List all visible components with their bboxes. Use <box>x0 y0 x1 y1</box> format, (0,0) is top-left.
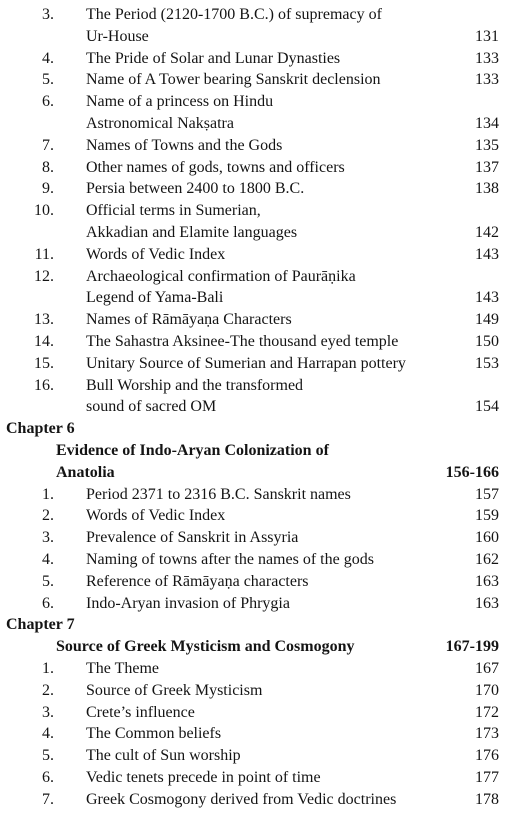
toc-entry-line <box>0 723 510 745</box>
toc-entry-line <box>0 745 510 767</box>
chapter6-entries <box>0 484 510 615</box>
toc-entry-page: 163 <box>475 572 499 590</box>
toc-entry-title: Name of A Tower bearing Sanskrit declension <box>86 71 381 89</box>
toc-entry-page: 176 <box>475 747 499 765</box>
toc-entry-page: 160 <box>475 529 499 547</box>
toc-entry-page: 149 <box>475 311 499 329</box>
toc-entry-title: Archaeological confirmation of Paurāṇika <box>86 267 356 285</box>
toc-entry-line <box>0 135 510 157</box>
toc-entry-page: 131 <box>475 27 499 45</box>
toc-entry-title: Words of Vedic Index <box>86 507 226 525</box>
toc-entry-number: 5. <box>42 71 54 89</box>
toc-entry-number: 7. <box>42 136 54 154</box>
toc-entry-line <box>0 113 510 135</box>
toc-entry-title: Indo-Aryan invasion of Phrygia <box>86 594 290 612</box>
toc-entry-title: Reference of Rāmāyaṇa characters <box>86 572 309 590</box>
toc-entry-line <box>0 266 510 288</box>
toc-entry-number: 4. <box>42 725 54 743</box>
toc-entry-page: 172 <box>475 703 499 721</box>
toc-entry-title: Crete’s influence <box>86 703 195 721</box>
toc-entry-page: 159 <box>475 507 499 525</box>
toc-entry-title: Akkadian and Elamite languages <box>86 223 298 241</box>
toc-entry-number: 7. <box>42 790 54 808</box>
toc-entry-title: Other names of gods, towns and officers <box>86 158 345 176</box>
toc-entry-line <box>0 375 510 397</box>
toc-entry-page: 150 <box>475 332 499 350</box>
toc-entry-number: 6. <box>42 93 54 111</box>
toc-entry-page: 157 <box>475 485 499 503</box>
toc-entry-line <box>0 680 510 702</box>
toc-entry-title: Period 2371 to 2316 B.C. Sanskrit names <box>86 485 351 503</box>
toc-entry-line <box>0 658 510 680</box>
toc-entry-title: Bull Worship and the transformed <box>86 376 304 394</box>
chapter6-title-line1: Evidence of Indo-Aryan Colonization of <box>56 441 329 459</box>
toc-entry-line <box>0 484 510 506</box>
toc-entry-number: 12. <box>34 267 54 285</box>
toc-entry-title: sound of sacred OM <box>86 398 217 416</box>
toc-entry-title: Greek Cosmogony derived from Vedic doctrines <box>86 790 397 808</box>
toc-entry-page: 173 <box>475 725 499 743</box>
toc-entry-line <box>0 200 510 222</box>
toc-entry-line <box>0 91 510 113</box>
toc-entry-page: 177 <box>475 768 499 786</box>
toc-entry-page: 178 <box>475 790 499 808</box>
toc-entry-title: Vedic tenets precede in point of time <box>86 768 321 786</box>
toc-entry-line <box>0 331 510 353</box>
chapter7-section <box>0 614 510 810</box>
toc-entry-title: Official terms in Sumerian, <box>86 202 261 220</box>
toc-entry-page: 133 <box>475 49 499 67</box>
toc-entry-line <box>0 222 510 244</box>
chapter6-label: Chapter 6 <box>6 420 75 438</box>
toc-entry-page: 153 <box>475 354 499 372</box>
toc-entry-number: 6. <box>42 768 54 786</box>
toc-entry-title: Naming of towns after the names of the gods <box>86 550 374 568</box>
toc-entry-number: 5. <box>42 747 54 765</box>
toc-entry-line <box>0 178 510 200</box>
toc-entry-line <box>0 549 510 571</box>
toc-entry-number: 13. <box>34 311 54 329</box>
chapter6-page-range: 156-166 <box>445 463 499 481</box>
toc-entry-number: 6. <box>42 594 54 612</box>
toc-entry-line <box>0 593 510 615</box>
toc-entry-line <box>0 157 510 179</box>
toc-entry-page: 134 <box>475 114 499 132</box>
toc-entry-number: 14. <box>34 332 54 350</box>
toc-entry-number: 9. <box>42 180 54 198</box>
toc-entry-title: The cult of Sun worship <box>86 747 241 765</box>
chapter6-title-line2: Anatolia <box>56 463 115 481</box>
toc-entry-number: 4. <box>42 550 54 568</box>
toc-entry-line <box>0 571 510 593</box>
toc-entry-number: 15. <box>34 354 54 372</box>
toc-entry-title: The Pride of Solar and Lunar Dynasties <box>86 49 341 67</box>
toc-entry-number: 11. <box>34 245 54 263</box>
toc-entry-number: 16. <box>34 376 54 394</box>
toc-entry-page: 167 <box>475 659 499 677</box>
toc-entry-number: 3. <box>42 6 54 23</box>
toc-entry-line <box>0 309 510 331</box>
toc-entry-line <box>0 4 510 26</box>
toc-entry-line <box>0 527 510 549</box>
toc-entry-number: 2. <box>42 681 54 699</box>
toc-entry-number: 5. <box>42 572 54 590</box>
toc-entry-page: 135 <box>475 136 499 154</box>
toc-entry-line <box>0 287 510 309</box>
toc-entry-page: 133 <box>475 71 499 89</box>
toc-entry-title: Legend of Yama-Bali <box>86 289 224 307</box>
toc-entry-title: The Period (2120-1700 B.C.) of supremacy of <box>86 6 382 23</box>
toc-entry-title: Names of Towns and the Gods <box>86 136 283 154</box>
toc-entry-number: 1. <box>42 485 54 503</box>
toc-entry-page: 170 <box>475 681 499 699</box>
chapter5-entries <box>0 4 510 418</box>
toc-entry-title: Astronomical Nakṣatra <box>86 114 234 132</box>
chapter7-entries <box>0 658 510 811</box>
toc-entry-line <box>0 702 510 724</box>
toc-entry-title: The Sahastra Aksinee-The thousand eyed temple <box>86 332 399 350</box>
toc-entry-title: Names of Rāmāyaṇa Characters <box>86 311 292 329</box>
toc-entry-title: The Theme <box>86 659 160 677</box>
toc-entry-line <box>0 48 510 70</box>
toc-entry-title: Ur-House <box>86 27 149 45</box>
toc-entry-line <box>0 789 510 811</box>
toc-entry-page: 143 <box>475 289 499 307</box>
chapter7-label: Chapter 7 <box>6 616 75 634</box>
toc-entry-page: 162 <box>475 550 499 568</box>
toc-entry-page: 143 <box>475 245 499 263</box>
toc-entry-line <box>0 767 510 789</box>
toc-entry-line <box>0 26 510 48</box>
toc-entry-page: 163 <box>475 594 499 612</box>
toc-entry-title: Source of Greek Mysticism <box>86 681 263 699</box>
toc-entry-page: 154 <box>475 398 499 416</box>
toc-entry-line <box>0 353 510 375</box>
toc-entry-title: Unitary Source of Sumerian and Harrapan pottery <box>86 354 406 372</box>
toc-entry-number: 1. <box>42 659 54 677</box>
toc-entry-number: 10. <box>34 202 54 220</box>
toc-entry-line <box>0 505 510 527</box>
toc-entry-page: 137 <box>475 158 499 176</box>
toc-entry-number: 3. <box>42 529 54 547</box>
toc-entry-title: Words of Vedic Index <box>86 245 226 263</box>
toc-entry-number: 2. <box>42 507 54 525</box>
toc-entry-page: 138 <box>475 180 499 198</box>
toc-entry-number: 3. <box>42 703 54 721</box>
toc-entry-title: Prevalence of Sanskrit in Assyria <box>86 529 299 547</box>
chapter7-title: Source of Greek Mysticism and Cosmogony <box>56 638 355 656</box>
chapter7-page-range: 167-199 <box>445 638 499 656</box>
toc-entry-title: Name of a princess on Hindu <box>86 93 274 111</box>
toc-entry-line <box>0 69 510 91</box>
toc-entry-title: The Common beliefs <box>86 725 222 743</box>
toc-entry-number: 4. <box>42 49 54 67</box>
chapter6-section <box>0 418 510 614</box>
toc-entry-title: Persia between 2400 to 1800 B.C. <box>86 180 305 198</box>
toc-entry-line <box>0 244 510 266</box>
toc-entry-page: 142 <box>475 223 499 241</box>
toc-entry-number: 8. <box>42 158 54 176</box>
toc-entry-line <box>0 396 510 418</box>
